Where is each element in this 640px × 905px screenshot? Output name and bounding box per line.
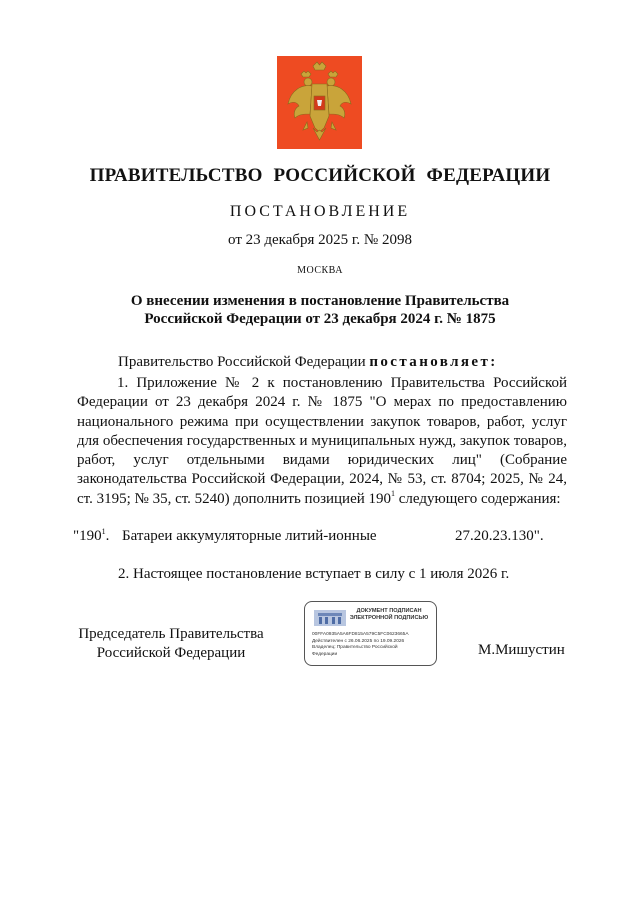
signer-position-line-1: Председатель Правительства	[78, 626, 264, 642]
item1-text-end: следующего содержания:	[395, 490, 561, 507]
position-name: Батареи аккумуляторные литий-ионные	[122, 528, 377, 544]
item1-text: 1. Приложение № 2 к постановлению Правительства Российской Федерации от 23 декабря 2024 г. № 1875 "О мерах по предоставлению национального режима при осуществлении закупок товаров, работ, услуг для обеспечения государственных и муниципальных нужд, закупок товаров, работ, услуг отдельными видами юридических лиц" (Собрание законодательства Российской Федерации, 2024, № 53, ст. 8704; 2025, № 24, ст. 3195; № 35, ст. 5240) дополнить позицией 190	[77, 375, 567, 507]
stamp-validity: Действителен с 26.06.2025 по 19.09.2026	[312, 638, 405, 644]
subject-line-2: Российской Федерации от 23 декабря 2024 г. № 1875	[144, 311, 496, 327]
paragraph-item-2: 2. Настоящее постановление вступает в силу с 1 июля 2026 г.	[118, 566, 510, 582]
signer-position-line-2: Российской Федерации	[96, 645, 246, 661]
subject-line-1: О внесении изменения в постановление Правительства	[130, 293, 510, 309]
coat-of-arms-icon	[277, 56, 362, 149]
document-type: ПОСТАНОВЛЕНИЕ	[229, 203, 411, 220]
position-code: 27.20.23.130".	[455, 528, 544, 544]
item1-superscript: 1	[391, 488, 396, 498]
electronic-signature-stamp	[304, 601, 437, 666]
stamp-header	[345, 608, 433, 622]
stamp-details	[312, 632, 432, 658]
building-icon	[314, 608, 346, 628]
stamp-certificate: 00FFA0935A5A6FD815A579C5FC0623665A	[312, 632, 409, 637]
stamp-owner-line-1: Владелец: Правительство Российской	[312, 645, 398, 650]
preamble-text: Правительство Российской Федерации	[118, 354, 366, 370]
signer-position	[77, 625, 265, 663]
stamp-header-line-1: ДОКУМЕНТ ПОДПИСАН	[356, 608, 422, 614]
preamble	[118, 354, 498, 371]
paragraph-item-1	[77, 374, 567, 509]
stamp-owner-line-2: Федерации	[312, 651, 338, 657]
position-number-suffix: .	[105, 528, 110, 544]
decree-subject	[0, 292, 640, 328]
government-title: ПРАВИТЕЛЬСТВО РОССИЙСКОЙ ФЕДЕРАЦИИ	[89, 165, 551, 186]
city-name: МОСКВА	[297, 265, 343, 276]
signer-name: М.Мишустин	[478, 642, 565, 658]
position-number-superscript: 1	[101, 527, 106, 536]
stamp-header-line-2: ЭЛЕКТРОННОЙ ПОДПИСЬЮ	[349, 615, 429, 621]
preamble-resolves: постановляет:	[369, 354, 498, 370]
position-number-text: "190	[73, 528, 102, 544]
position-number	[73, 528, 109, 545]
decree-date-number: от 23 декабря 2025 г. № 2098	[228, 232, 412, 248]
